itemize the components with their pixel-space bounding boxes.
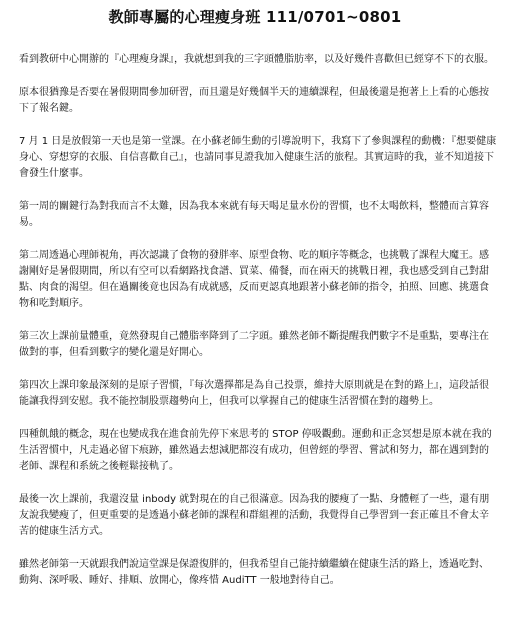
- page-title: 教師專屬的心理瘦身班 111/0701~0801: [108, 8, 402, 26]
- paragraph-4: 第一周的關鍵行為對我而言不太難，因為我本來就有每天喝足量水份的習慣，也不太喝飲料，整體而言算容易。: [19, 201, 489, 228]
- paragraph-5: 第二周透過心理師視角，再次認識了食物的發胖率、原型食物、吃的順序等概念，也挑戰了課程大魔王。感謝剛好是暑假期間，所以有空可以看網路找食譜、買菜、備餐，而在兩天的挑戰日裡，我也感受到自己對甜點、肉食的渴望。但在過關後竟也因為有成就感，反而更認真地跟著小蘇老師的指令，拍照、回應、挑選食物和吃對順序。: [19, 250, 489, 309]
- paragraph-10: 雖然老師第一天就跟我們說這堂課是保證復胖的，但我希望自己能持續繼續在健康生活的路上，透過吃對、動夠、深呼吸、睡好、排順、放開心，像疼惜 AudiTT 一般地對待自己。: [19, 559, 489, 586]
- paragraph-3: 7 月 1 日是放假第一天也是第一堂課。在小蘇老師生動的引導說明下，我寫下了參與課程的動機：『想要健康身心、穿想穿的衣服、自信喜歡自己』，也請同事見證我加入健康生活的旅程。其實這時的我，並不知道接下會發生什麼事。: [19, 136, 497, 179]
- document-body: [19, 52, 497, 606]
- paragraph-1: 看到教研中心開辦的『心理瘦身課』，我就想到我的三字頭體脂肪率，以及好幾件喜歡但已經穿不下的衣服。: [19, 54, 494, 65]
- paragraph-2: 原本很猶豫是否要在暑假期間參加研習，而且還是好幾個半天的連續課程，但最後還是抱著上上看的心態按下了報名鍵。: [19, 87, 489, 114]
- paragraph-7: 第四次上課印象最深刻的是原子習慣，『每次選擇都是為自己投票，維持大原則就是在對的路上』，這段話很能讓我得到安慰。我不能控制股票趨勢向上，但我可以掌握自己的健康生活習慣在對的趨勢上。: [19, 380, 489, 407]
- paragraph-8: 四種飢餓的概念，現在也變成我在進食前先停下來思考的 STOP 停吸觀動。運動和正念冥想是原本就在我的生活習慣中，凡走過必留下痕跡，雖然過去想減肥都沒有成功，但曾經的學習、嘗試和努力，都在遇到對的老師、課程和系統之後輕鬆接軌了。: [19, 429, 492, 472]
- paragraph-9: 最後一次上課前，我還沒量 inbody 就對現在的自己很滿意。因為我的腰瘦了一點、身體輕了一些，還有朋友說我變瘦了，但更重要的是透過小蘇老師的課程和群組裡的活動，我覺得自己學習到一套正確且不會太辛苦的健康生活方式。: [19, 494, 490, 537]
- paragraph-6: 第三次上課前量體重，竟然發現自己體脂率降到了二字頭。雖然老師不斷提醒我們數字不是重點，要專注在做對的事，但看到數字的變化還是好開心。: [19, 331, 489, 358]
